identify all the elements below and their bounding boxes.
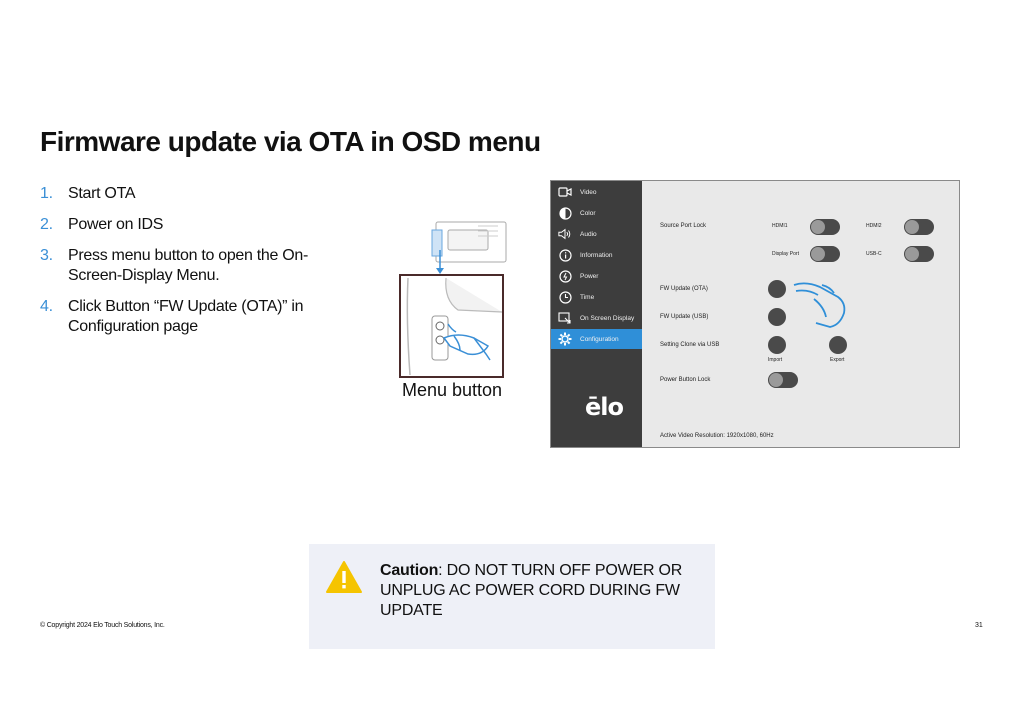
- import-label: Import: [768, 357, 783, 363]
- osd-icon: [558, 311, 572, 325]
- step-text: Start OTA: [68, 185, 136, 202]
- fw-update-usb-label: FW Update (USB): [660, 314, 709, 320]
- fw-update-ota-label: FW Update (OTA): [660, 286, 708, 292]
- sidebar-item-power[interactable]: [551, 266, 642, 286]
- power-button-lock-label: Power Button Lock: [660, 377, 711, 383]
- step-number: 1.: [40, 185, 53, 202]
- sidebar-item-label: Information: [580, 251, 613, 259]
- sidebar-item-information[interactable]: [551, 245, 642, 265]
- sidebar-item-configuration[interactable]: [551, 329, 642, 349]
- pointing-hand-icon: [792, 279, 852, 331]
- elo-logo: ēlo: [585, 393, 623, 421]
- monitor-back-icon: [432, 222, 506, 262]
- caution-message: : DO NOT TURN OFF POWER OR UNPLUG AC POWER CORD DURING FW UPDATE: [380, 562, 683, 619]
- step-number: 3.: [40, 247, 53, 264]
- copyright: © Copyright 2024 Elo Touch Solutions, Inc.: [40, 622, 165, 629]
- step-item: [40, 184, 340, 204]
- sidebar-item-label: Audio: [580, 230, 597, 238]
- display-port-lock-toggle[interactable]: [810, 246, 840, 262]
- step-number: 4.: [40, 298, 53, 315]
- power-button-lock-toggle[interactable]: [768, 372, 798, 388]
- display-port-label: Display Port: [772, 251, 799, 257]
- usbc-lock-toggle[interactable]: [904, 246, 934, 262]
- import-button[interactable]: [768, 336, 786, 354]
- osd-configuration-panel: [642, 181, 959, 447]
- hdmi1-label: HDMI1: [772, 223, 788, 229]
- export-label: Export: [830, 357, 845, 363]
- step-text: Click Button “FW Update (OTA)” in Configuration page: [68, 298, 304, 335]
- sidebar-item-time[interactable]: [551, 287, 642, 307]
- caution-label: Caution: [380, 562, 439, 579]
- step-number: 2.: [40, 216, 53, 233]
- fw-update-ota-button[interactable]: [768, 280, 786, 298]
- source-port-lock-label: Source Port Lock: [660, 223, 707, 229]
- sidebar-item-audio[interactable]: [551, 224, 642, 244]
- sidebar-item-label: Video: [580, 188, 597, 196]
- info-icon: [558, 248, 572, 262]
- gear-icon: [558, 332, 572, 346]
- sidebar-item-label: Configuration: [580, 335, 619, 343]
- step-item: [40, 297, 340, 337]
- step-item: [40, 246, 340, 286]
- warning-triangle-icon: [325, 560, 363, 594]
- color-half-circle-icon: [558, 206, 572, 220]
- speaker-icon: [558, 227, 572, 241]
- osd-menu: [550, 180, 960, 448]
- power-icon: [558, 269, 572, 283]
- page-number: 31: [975, 622, 983, 629]
- clock-icon: [558, 290, 572, 304]
- hdmi1-lock-toggle[interactable]: [810, 219, 840, 235]
- active-video-resolution: Active Video Resolution: 1920x1080, 60Hz: [660, 433, 774, 439]
- page-title: Firmware update via OTA in OSD menu: [40, 126, 541, 157]
- hdmi2-lock-toggle[interactable]: [904, 219, 934, 235]
- sidebar-item-color[interactable]: [551, 203, 642, 223]
- sidebar-item-on-screen-display[interactable]: [551, 308, 642, 328]
- osd-sidebar: [551, 181, 642, 447]
- setting-clone-label: Setting Clone via USB: [660, 342, 720, 348]
- monitor-menu-button-illustration: [398, 220, 508, 380]
- sidebar-item-label: Color: [580, 209, 596, 217]
- caution-box: [309, 544, 715, 649]
- step-text: Power on IDS: [68, 216, 164, 233]
- step-text: Press menu button to open the On-Screen-Display Menu.: [68, 247, 309, 284]
- usbc-label: USB-C: [866, 251, 882, 257]
- step-item: [40, 215, 340, 235]
- sidebar-item-label: Time: [580, 293, 595, 301]
- menu-button-caption: Menu button: [402, 380, 503, 400]
- sidebar-item-label: Power: [580, 272, 599, 280]
- steps-list: [40, 184, 340, 348]
- fw-update-usb-button[interactable]: [768, 308, 786, 326]
- hdmi2-label: HDMI2: [866, 223, 882, 229]
- caution-text: [380, 561, 700, 621]
- sidebar-item-video[interactable]: [551, 182, 642, 202]
- export-button[interactable]: [829, 336, 847, 354]
- sidebar-item-label: On Screen Display: [580, 314, 635, 322]
- video-camera-icon: [558, 185, 572, 199]
